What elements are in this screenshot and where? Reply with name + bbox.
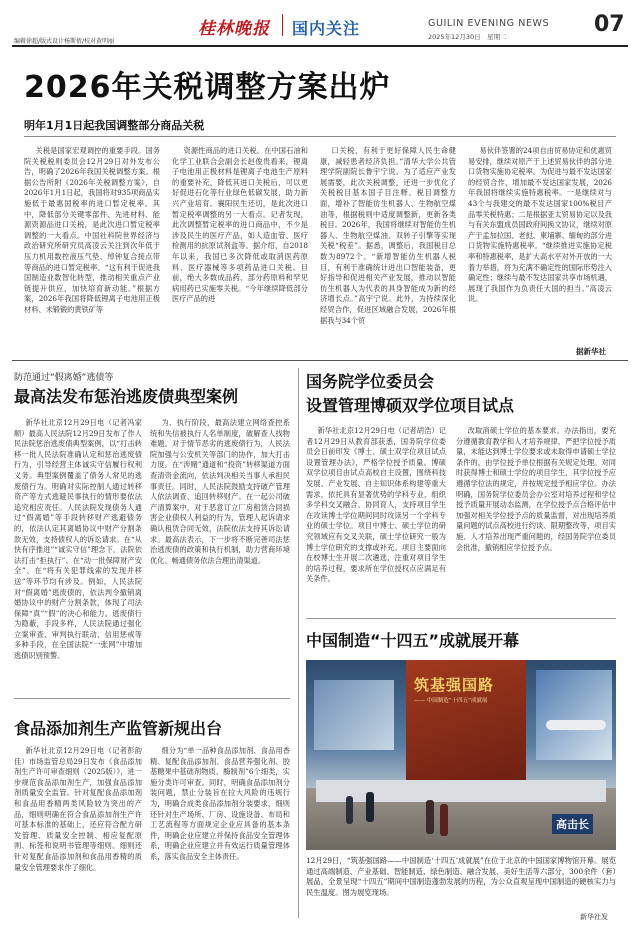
section-title: 国内关注 — [292, 19, 361, 38]
photo-visitor-2 — [426, 800, 434, 834]
story-b-column-2 — [150, 746, 290, 918]
story-a-text-2: 为、执行阶段，最高法建立网络查控系统和失信被执行人名单制度，破解查人找物难题。对于情节恶劣的逃废债行为，人民法院加强与公安机关等部门的协作，加大打击力度。在“涉赌”通道和“投资”转移渠道方面查清资金流向，依法判决相关当事人承担民事责任。同时，人民法院鼓励支持破产管理人依法调查、追回转移财产。在一起公司破产清算案中，对于恶意订立厂房租赁合同损害企业债权人利益的行为，管理人起诉请求确认租赁合同无效，法院依法支持其诉讼请求。最高法表示，下一步将不断完善司法惩治逃废债的政策和执行机制，助力营商环境优化、畅通债务依法合理出清渠道。 — [150, 418, 290, 565]
photo-screen-left — [314, 680, 394, 750]
story-c-column-1 — [306, 426, 446, 612]
editor-line: 编辑徐超/版式设计杨斯倩/校对黄明丽 — [14, 38, 115, 45]
section-rule — [12, 360, 628, 361]
photo-visitor-1 — [366, 792, 374, 822]
story-a-column-1 — [14, 418, 142, 688]
lead-column-3 — [320, 146, 456, 336]
story-c-text-1: 新华社北京12月29日电（记者胡浩）记者12月29日从教育部获悉，国务院学位委员会日前印发《博士、硕士双学位项目试点设置管理办法》，严格学位授予质量。博硕双学位项目由试点高校自主设置，围绕科技发展、产业发展、自主知识体系构建等重大需求，依托具有显著优势的学科专业，组织多学科交叉融合、协同育人，支持项目学生在攻读博士学位期间同时攻读另一个学科专业的硕士学位。项目中博士、硕士学位的研究领域应有交叉关联，硕士学位研究一般为博士学位研究的支撑或补充。项目主要面向在校博士生开展二次遴选，注重对项目学生的培养过程，要求所在学位授权点应满足有关条件。 — [306, 426, 446, 584]
logo-divider — [282, 14, 283, 36]
newspaper-logo: 桂林晚报 — [198, 19, 270, 39]
photo-caption-text: 12月29日，“筑基强国路——中国制造‘十四五’成就展”在位于北京的中国国家博物馆开幕。展览通过高端制造、产业基础、智能制造、绿色制造、融合发展、美好生活等六部分，300余件（套）展品，全景呈现“十四五”期间中国制造蓬勃发展的历程，为公众直观呈现中国制造的硬核实力与民生温度。图为展览现场。 — [306, 856, 616, 897]
story-c-title: 国务院学位委员会 设置管理博硕双学位项目试点 — [306, 372, 515, 415]
story-d-rule — [306, 618, 616, 619]
lead-column-2 — [172, 146, 308, 336]
photo-stand-sign: 高击长 — [552, 814, 593, 834]
lead-text-4: 易伙伴签署的24项自由贸易协定和优惠贸易安排，继续对原产于上述贸易伙伴的部分进口货物实施协定税率。为促进与最不发达国家的经贸合作，增加最不发达国家发展，2026年我国将继续实施特惠税率。一是继续对与43个与我建交的最不发达国家100%税目产品零关税特惠；二是根据亚太贸易协定以及我与有关东盟成员国政府间换文协议，继续对原产于孟加拉国、老挝、柬埔寨、缅甸的部分进口货物实施特惠税率。“继续推进实施协定税率和特惠税率，是扩大高水平对外开放的一大着力举措，将为充满不确定性的国际形势注入确定性；继续与最不发达国家共享市场机遇，展现了我国作为负责任大国的担当。”高凌云说。 — [468, 146, 612, 304]
photo-aircraft — [546, 720, 606, 730]
story-b-text-2: 细分为“单一品种食品添加剂、食品用香精、复配食品添加剂、食品营养强化剂、胶基糖果中基础剂物质、酶制剂”6个细类，实施分类许可审查。同时，明确食品添加剂分装问题，禁止分装旨在拉大风险的违规行为，明确合成类食品添加剂分装要求，细则还针对生产场所、厂房、设施设备、布局和工艺流程等方面规定企业应具备的基本条件，明确企业应建立并保持食品安全管理体系，明确企业应建立并有效运行质量管理体系，落实食品安全主体责任。 — [150, 746, 290, 861]
lead-subtitle: 明年1月1日起我国调整部分商品关税 — [24, 119, 205, 132]
story-b-title: 食品添加剂生产监管新规出台 — [14, 719, 223, 738]
lead-rule — [24, 136, 616, 137]
issue-date: 2025年12月30日 星期二 — [428, 33, 507, 41]
story-a-column-2 — [150, 418, 290, 688]
story-a-title: 最高法发布惩治逃废债典型案例 — [14, 387, 239, 406]
lead-headline: 2026年关税调整方案出炉 — [24, 70, 391, 105]
photo-display-stand — [316, 780, 606, 802]
story-b-column-1 — [14, 746, 142, 918]
photo-visitor-4 — [346, 796, 353, 824]
page-number: 07 — [594, 12, 625, 37]
masthead — [0, 0, 640, 45]
photo-visitor-3 — [440, 804, 448, 836]
story-b-rule — [14, 698, 290, 699]
exhibition-photo — [306, 660, 616, 850]
story-a-kicker: 防范通过“假离婚”逃债等 — [14, 373, 114, 383]
photo-screen-right — [536, 670, 612, 760]
lead-text-1: 关税是国家宏观调控的重要手段。国务院关税税则委员会12月29日对外发布公告，明确了2026年我国关税调整方案。根据公告所附《2026年关税调整方案》，自2026年1月1日起，我国将对935项商品实施低于最惠国税率的进口暂定税率。其中，降低部分关键零部件、先进材料、能源资源品进口关税，是此次进口暂定税率调整的一大看点。中国社科院世界经济与政治研究所研究员高凌云关注到次年低于压力机用数控液压气垫、绰钟复合接点带等商品的进口暂定税率。“这有利于促进我国制造业数智化转型，推动相关重点产业链提升供应，加快培育新动能。”根据方案，2026年我国将降低锂离子电池用正极材料、未锻锻的黄铁矿等 — [24, 146, 160, 314]
story-c-column-2 — [456, 426, 616, 612]
photo-credit: 新华社发 — [580, 913, 608, 921]
photo-banner-text: 筑基强国路 — [414, 676, 495, 694]
lead-credit: 据新华社 — [576, 347, 606, 356]
lead-column-4 — [468, 146, 612, 336]
story-a-text-1: 新华社北京12月29日电（记者冯家顺）最高人民法院12月29日发布了作人民法院惩治逃废债典型案例，以“打击转移一批人民法院准确认定和惩治逃废债行为，引导经营主体诚实守信履行权利义务。典型案例覆盖了债务人常见的逃废债行为。明确对实际控制人通过转移资产等方式逃避民事执行的情形要依法追究相应责任。人民法院发现债务人通过“假离婚”等手段转移财产逃避债务的，依法认定其离婚协议中财产分割条款无效，支持债权人的诉讼请求。在“从快有序推进”“诚实守信”理念下，法院依法打击“拒执行”、在“动一批保障财产安全”、在“将有关犯罪线索的发现并移送”等环节均有涉及。例如，人民法院对“假离婚”逃废债的，依法判令撤销离婚协议中的财产分割条款，体现了司法保障“真”“假”的决心和能力。逃废债行为隐蔽，手段多样，人民法院通过强化立案审查、审判执行联动、信用惩戒等多种手段，在全国法院“一张网”中增加逃债识别预警。 — [14, 418, 142, 661]
paper-name-en: GUILIN EVENING NEWS — [428, 18, 550, 29]
masthead-rule — [12, 45, 628, 47]
story-d-title: 中国制造“十四五”成就展开幕 — [306, 631, 520, 650]
lead-text-2: 资源性商品的进口关税。在中国石油和化学工业联合会副会长赵俊贵看来，锂离子电池用正极材料是锂离子电池生产原料的重要补充，降低其进口关税后，可以更好促进石化等行业绿色低碳发展，助力新兴产业培育。襄阳民生还切，是此次进口暂定税率调整的另一大看点。记者发现，此次调整暂定税率的进口商品中，不少是涉及民生的医疗产品，如人造血管、医疗检测用的抗原试剂盒等。据介绍，自2018年以来，我国已多次降低或取消医药原料、医疗器械等多项药品进口关税。目前，绝大多数成品药、部分药原料和罕见病用药已实施零关税。“今年继续降低部分医疗产品的进 — [172, 146, 308, 304]
photo-subbanner-text: —— 中国制造“十四五”成就展 — [414, 698, 488, 704]
lead-column-1 — [24, 146, 160, 336]
story-b-text-1: 新华社北京12月29日电（记者彭韵佳）市场监管总局29日发布《食品添加剂生产许可审查细则（2025版）》，进一步规范食品添加剂生产，加强食品添加剂质量安全监管。针对复配食品添加剂和食品用香精两类风险较为突出的产品，细则明确在符合食品添加剂生产许可基本标准的基础上，还应符合配方研发管理、质量安全控制、相应复配原则、标签和说明书管理等细则。细则还针对复配食品添加剂和食品用香精的质量安全管理要求作了细化。 — [14, 746, 142, 872]
lead-text-3: 口关税，有利于更好保障人民生命健康，减轻患者经济负担。”清华大学公共管理学院副院长鲁宇宁说。为了适应产业发展需要，此次关税调整，还进一步优化了关税税目基本国子目注释。税目调整方面，增补了智能仿生机器人、生物航空煤油等，根据税则中适度调整新，更新各类税目。2026年，我国将继续对智能仿生机器人、生物航空煤油、双转子引擎等实现关税“税差”。据悉，调整后，我国税目总数为8972个。“新增智能仿生机器人税目，有利于准确统计进出口智能装备，更好指导和促进相关产业发展，推动以智能仿生机器人为代表的具身智能成为新的经济增长点。”高宇宁说。此外，为持续深化经贸合作，促进区域融合发展，2026年根据我与34个贸 — [320, 146, 456, 325]
photo-caption — [306, 856, 616, 912]
vertical-divider — [298, 368, 299, 918]
story-c-text-2: 改取消硕士学位的基本要求。办法指出，要充分遵循教育教学和人才培养规律，严把学位授予质量，未能达到博士学位要求或未取得申请硕士学位条件的，由学位授予单位根据有关规定处理。对同时获得博士和硕士学位的项目学生，其学位授予应遵循学位法的规定，并按规定授予相应学位。办法明确，国务院学位委员会办公室对培养过程和学位授予质量开展动态监测，在学位授予点合格评估中加强对相关学位授予点的质量监督，对出现培养质量问题的试点高校进行约谈、限期整改等，项目实施、人才培养出现严重问题的，经国务院学位委员会批准，撤销相应学位授予点。 — [456, 426, 616, 552]
